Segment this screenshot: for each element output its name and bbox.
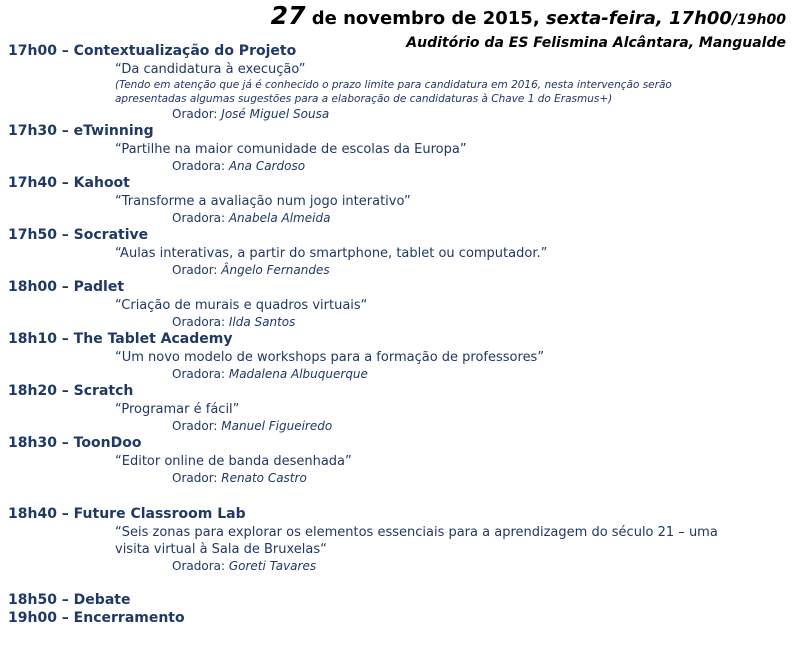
agenda-item [8,609,788,627]
agenda-item-speaker [8,558,788,574]
agenda-item-speaker [8,106,788,122]
speaker-label: Oradora: [172,367,229,381]
agenda-item [8,330,788,382]
agenda-item-subtitle: “Criação de murais e quadros virtuais“ [115,298,368,313]
agenda-item-speaker [8,262,788,278]
event-end-time: /19h00 [731,12,786,28]
agenda-item-speaker [8,210,788,226]
agenda-list [8,42,788,627]
agenda-item-note: (Tendo em atenção que já é conhecido o prazo limite para candidatura em 2016, nesta intervenção serão apresentadas algumas sugestões para a elaboração de candidaturas à Chave 1 do Erasmus+) [115,79,672,105]
agenda-item [8,382,788,434]
speaker-name: Anabela Almeida [228,211,331,225]
agenda-item-subtitle: “Editor online de banda desenhada” [115,454,352,469]
agenda-item-title: 17h00 – Contextualização do Projeto [8,43,297,59]
speaker-name: Goreti Tavares [228,559,317,573]
speaker-name: Madalena Albuquerque [228,367,368,381]
agenda-item-title: 18h40 – Future Classroom Lab [8,506,246,522]
event-day: 27 [270,1,306,30]
agenda-item-subtitle: “Aulas interativas, a partir do smartphone, tablet ou computador.” [115,246,548,261]
event-venue: Auditório da ES Felismina Alcântara, Mangualde [406,35,786,51]
agenda-item-title: 18h10 – The Tablet Academy [8,331,233,347]
agenda-item [8,42,788,122]
agenda-item-title: 17h50 – Socrative [8,227,149,243]
speaker-name: José Miguel Sousa [221,107,330,121]
speaker-label: Orador: [172,471,222,485]
speaker-label: Orador: [172,263,222,277]
speaker-label: Orador: [172,107,222,121]
speaker-label: Orador: [172,419,222,433]
event-weekday-time: sexta-feira, 17h00 [545,8,732,29]
agenda-item [8,434,788,486]
speaker-name: Ana Cardoso [228,159,306,173]
agenda-item [8,278,788,330]
speaker-label: Oradora: [172,159,229,173]
agenda-item-title: 18h50 – Debate [8,592,131,608]
agenda-item-title: 18h20 – Scratch [8,383,134,399]
agenda-item-title: 18h00 – Padlet [8,279,125,295]
event-date: de novembro de 2015, [305,8,546,29]
agenda-item [8,591,788,609]
agenda-item-subtitle: “Programar é fácil” [115,402,240,417]
agenda-item-title: 18h30 – ToonDoo [8,435,142,451]
speaker-label: Oradora: [172,211,229,225]
event-date-line [271,2,786,34]
agenda-item-title: 17h30 – eTwinning [8,123,154,139]
agenda-item-speaker [8,158,788,174]
agenda-item-title: 17h40 – Kahoot [8,175,130,191]
agenda-item-speaker [8,314,788,330]
agenda-item-subtitle: “Transforme a avaliação num jogo interativo” [115,194,411,209]
agenda-item-speaker [8,470,788,486]
speaker-label: Oradora: [172,315,229,329]
agenda-item [8,174,788,226]
agenda-item-subtitle: “Seis zonas para explorar os elementos essenciais para a aprendizagem do século 21 – uma visita virtual à Sala de Bruxelas“ [115,525,718,557]
agenda-item-title: 19h00 – Encerramento [8,610,185,626]
speaker-name: Ilda Santos [228,315,296,329]
agenda-item-subtitle: “Da candidatura à execução” [115,62,306,77]
speaker-name: Renato Castro [221,471,307,485]
speaker-label: Oradora: [172,559,229,573]
agenda-item-subtitle: “Um novo modelo de workshops para a formação de professores” [115,350,545,365]
agenda-item [8,505,788,574]
agenda-item-subtitle: “Partilhe na maior comunidade de escolas da Europa” [115,142,467,157]
speaker-name: Manuel Figueiredo [221,419,333,433]
speaker-name: Ângelo Fernandes [221,263,330,277]
agenda-item-speaker [8,366,788,382]
agenda-item-speaker [8,418,788,434]
agenda-item [8,226,788,278]
agenda-item [8,122,788,174]
